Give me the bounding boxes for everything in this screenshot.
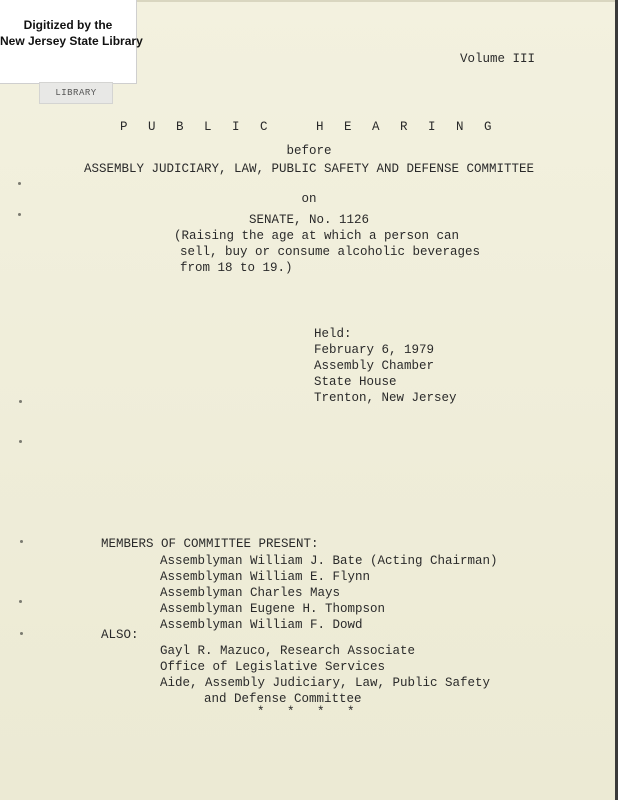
closing-asterisks: * * * * — [257, 705, 355, 719]
binding-hole-mark — [20, 540, 23, 543]
member-name: Assemblyman Eugene H. Thompson — [160, 602, 386, 616]
member-name: Assemblyman Charles Mays — [160, 586, 341, 600]
digitized-badge — [0, 0, 143, 84]
on-text: on — [301, 192, 317, 206]
binding-hole-mark — [20, 632, 23, 635]
badge-line-1: Digitized by the — [23, 18, 113, 32]
binding-hole-mark — [18, 213, 21, 216]
before-text: before — [286, 144, 332, 158]
members-heading: MEMBERS OF COMMITTEE PRESENT: — [101, 537, 319, 551]
badge-line-2: New Jersey State Library — [0, 34, 143, 48]
hearing-location: Trenton, New Jersey — [314, 391, 457, 405]
also-heading: ALSO: — [101, 628, 139, 642]
staff-line: Aide, Assembly Judiciary, Law, Public Safety — [160, 676, 491, 690]
bill-description-line: from 18 to 19.) — [180, 261, 293, 275]
member-name: Assemblyman William J. Bate (Acting Chairman) — [160, 554, 498, 568]
staff-line: Gayl R. Mazuco, Research Associate — [160, 644, 416, 658]
hearing-location: Assembly Chamber — [314, 359, 435, 373]
staff-line: and Defense Committee — [204, 692, 362, 706]
binding-hole-mark — [18, 182, 21, 185]
binding-hole-mark — [19, 600, 22, 603]
hearing-date: February 6, 1979 — [314, 343, 435, 357]
library-stamp: LIBRARY — [39, 82, 113, 104]
staff-line: Office of Legislative Services — [160, 660, 386, 674]
held-label: Held: — [314, 327, 352, 341]
hearing-title: P U B L I C H E A R I N G — [119, 120, 499, 134]
bill-description-line: (Raising the age at which a person can — [174, 229, 460, 243]
member-name: Assemblyman William E. Flynn — [160, 570, 371, 584]
volume-label: Volume III — [460, 52, 536, 66]
binding-hole-mark — [19, 440, 22, 443]
member-name: Assemblyman William F. Dowd — [160, 618, 363, 632]
bill-number: SENATE, No. 1126 — [248, 213, 370, 227]
committee-name: ASSEMBLY JUDICIARY, LAW, PUBLIC SAFETY AND DEFENSE COMMITTEE — [83, 162, 535, 176]
binding-hole-mark — [19, 400, 22, 403]
bill-description-line: sell, buy or consume alcoholic beverages — [180, 245, 481, 259]
hearing-location: State House — [314, 375, 397, 389]
